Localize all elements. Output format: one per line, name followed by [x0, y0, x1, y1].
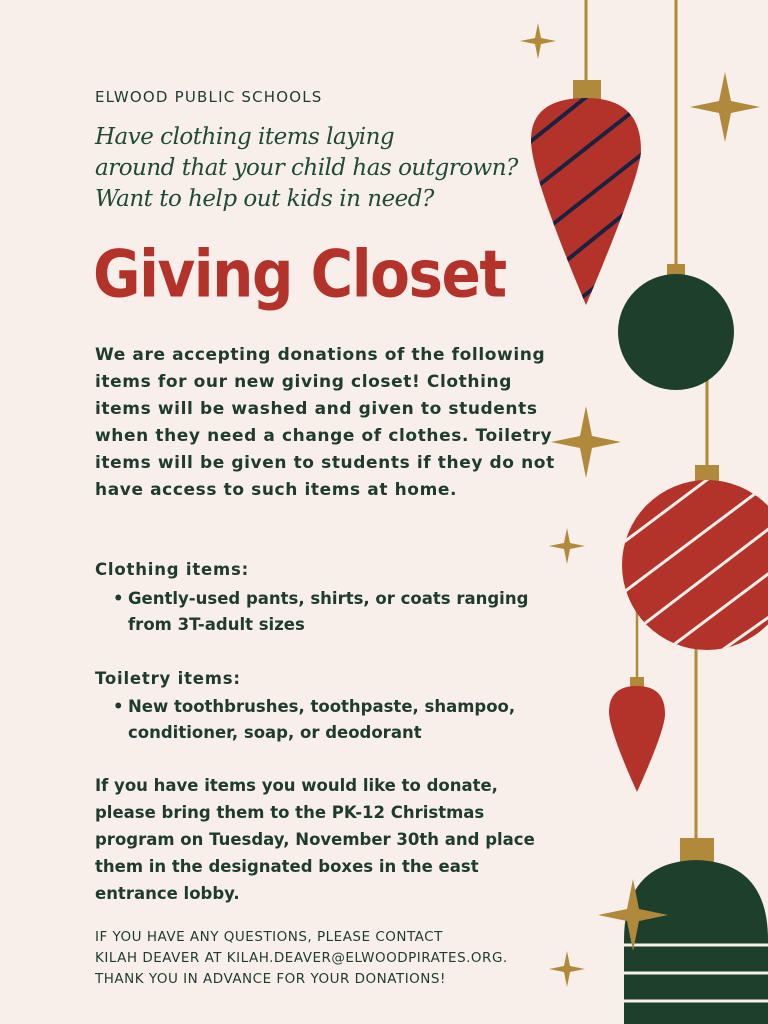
list-item — [113, 586, 553, 638]
ornament-icon — [618, 264, 734, 390]
clothing-bullet: Gently-used pants, shirts, or coats ranging from 3T-adult sizes — [128, 589, 529, 634]
ornament-icon — [609, 677, 665, 792]
star-icon — [520, 23, 556, 59]
ornament-icon — [520, 70, 660, 315]
bullet-icon: • — [113, 589, 124, 608]
contact-info — [95, 927, 555, 990]
contact-line: THANK YOU IN ADVANCE FOR YOUR DONATIONS! — [95, 971, 446, 987]
toiletry-heading: Toiletry items: — [95, 669, 241, 688]
page-title: Giving Closet — [93, 236, 506, 313]
tagline-line: around that your child has outgrown? — [95, 155, 518, 181]
contact-line: KILAH DEAVER AT KILAH.DEAVER@ELWOODPIRATES.ORG. — [95, 950, 508, 966]
tagline-line: Want to help out kids in need? — [95, 186, 434, 212]
contact-line: IF YOU HAVE ANY QUESTIONS, PLEASE CONTACT — [95, 929, 443, 945]
toiletry-bullet: New toothbrushes, toothpaste, shampoo, conditioner, soap, or deodorant — [128, 697, 516, 742]
ornament-icon — [600, 838, 768, 1024]
star-icon — [690, 72, 760, 142]
tagline-line: Have clothing items laying — [95, 124, 395, 150]
tagline — [95, 122, 535, 215]
ornament-icon — [600, 440, 768, 680]
intro-paragraph: We are accepting donations of the following items for our new giving closet! Clothing items will be washed and given to students when they need a change of clothes. Toiletry items will be given to students if they do not have access to such items at home. — [95, 345, 555, 500]
star-icon — [549, 528, 585, 564]
bullet-icon: • — [113, 697, 124, 716]
closing-paragraph: If you have items you would like to donate, please bring them to the PK-12 Christmas program on Tuesday, November 30th and place them in the designated boxes in the east entrance lobby. — [95, 776, 535, 903]
clothing-heading: Clothing items: — [95, 560, 250, 579]
organization-name: ELWOOD PUBLIC SCHOOLS — [95, 88, 323, 106]
list-item — [113, 694, 553, 746]
